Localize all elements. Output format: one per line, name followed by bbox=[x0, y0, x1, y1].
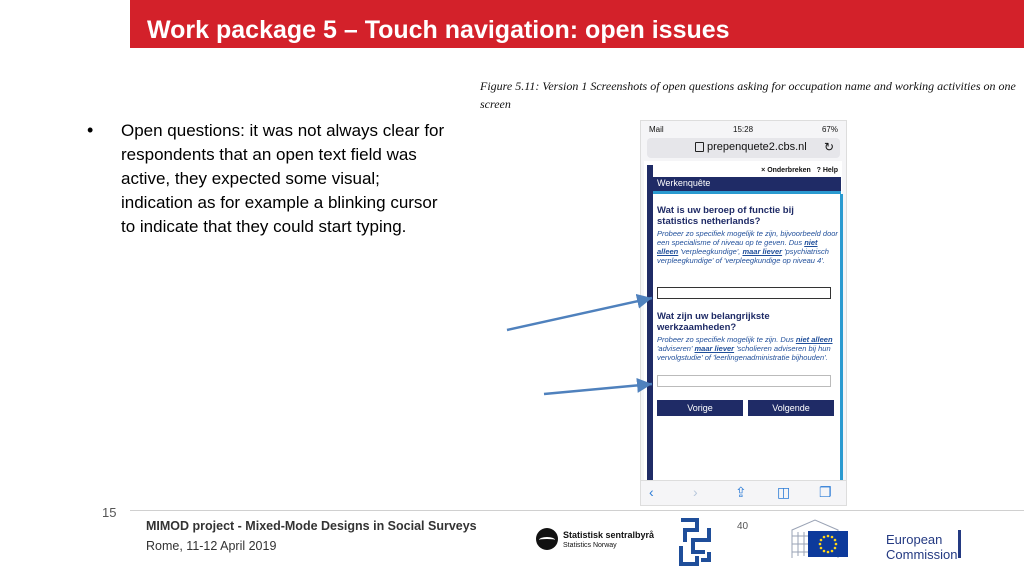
url-text: prepenquete2.cbs.nl bbox=[707, 141, 807, 153]
question-1-title: Wat is uw beroep of functie bij statistics netherlands? bbox=[657, 205, 794, 227]
project-name: MIMOD project - Mixed-Mode Designs in Social Surveys bbox=[146, 519, 477, 533]
ssb-subtitle: Statistics Norway bbox=[563, 542, 617, 549]
time-label: 15:28 bbox=[733, 125, 754, 134]
section-label: Werkenquête bbox=[657, 178, 711, 188]
ssb-logo-icon bbox=[536, 528, 558, 550]
cancel-link[interactable]: × Onderbreken bbox=[761, 167, 811, 174]
arrow-to-activities-field bbox=[544, 384, 652, 394]
carrier-label: Mail bbox=[649, 125, 664, 134]
question-2-help: Probeer zo specifiek mogelijk te zijn. Dus niet alleen 'adviseren' maar liever 'scholieren adviseren bij hun vervolgstudie' of 'leerlingenadministratie bijhouden'. bbox=[657, 335, 833, 362]
arrow-to-occupation-field bbox=[507, 298, 652, 330]
cbs-logo-icon bbox=[677, 516, 713, 568]
figure-caption: Figure 5.11: Version 1 Screenshots of open questions asking for occupation name and working activities on one screen bbox=[480, 79, 1016, 111]
bullet-text: Open questions: it was not always clear for respondents that an open text field was active, they expected some visual; indication as for example a blinking cursor to indicate that they could start typing. bbox=[121, 121, 445, 236]
next-button[interactable]: Volgende bbox=[748, 400, 834, 416]
share-icon[interactable]: ⇪ bbox=[735, 484, 747, 500]
slide-title: Work package 5 – Touch navigation: open issues bbox=[147, 16, 730, 44]
slide-number: 40 bbox=[737, 521, 749, 532]
prev-button[interactable]: Vorige bbox=[657, 400, 743, 416]
reload-icon[interactable]: ↻ bbox=[823, 140, 834, 154]
footer-divider bbox=[130, 510, 1024, 511]
ec-wordmark: European Commission bbox=[886, 532, 958, 562]
ec-bar bbox=[958, 530, 961, 558]
help-link[interactable]: ? Help bbox=[816, 167, 838, 174]
ssb-name: Statistisk sentralbyrå bbox=[563, 530, 655, 540]
eu-flag-icon bbox=[808, 531, 848, 557]
battery-label: 67% bbox=[821, 125, 838, 134]
bullet-marker: • bbox=[87, 120, 94, 140]
back-icon[interactable]: ‹ bbox=[649, 484, 654, 500]
tabs-icon[interactable]: ❐ bbox=[819, 484, 832, 500]
question-1-help: Probeer zo specifiek mogelijk te zijn, bijvoorbeeld door een specialisme of niveau op te geven. Dus niet alleen 'verpleegkundige', maar liever 'psychiatrisch verpleegkundige' of 'verpleegkundige op niveau 4'. bbox=[657, 229, 838, 265]
question-2-title: Wat zijn uw belangrijkste werkzaamheden? bbox=[657, 311, 770, 333]
venue-date: Rome, 11-12 April 2019 bbox=[146, 539, 277, 553]
page-number: 15 bbox=[102, 505, 117, 520]
forward-icon[interactable]: › bbox=[693, 484, 698, 500]
bookmarks-icon[interactable]: ◫ bbox=[777, 484, 791, 500]
